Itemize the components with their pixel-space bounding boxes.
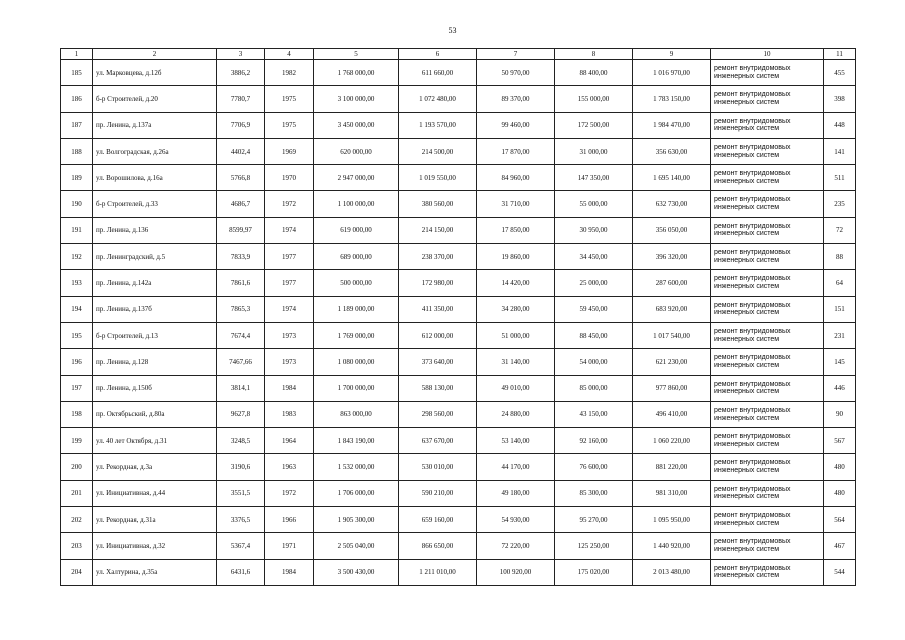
area-cell: 9627,8 <box>217 401 265 427</box>
area-cell: 7780,7 <box>217 86 265 112</box>
row-number-cell: 189 <box>61 165 93 191</box>
table-row <box>61 60 856 86</box>
address-cell: ул. Инициативная, д.32 <box>93 533 217 559</box>
work-type-cell: ремонт внутридомовых инженерных систем <box>711 428 824 454</box>
table-row <box>61 270 856 296</box>
residents-cell: 72 <box>824 217 856 243</box>
address-cell: ул. Рекордная, д.3а <box>93 454 217 480</box>
year-built-cell: 1974 <box>265 296 314 322</box>
column-header: 5 <box>314 49 399 60</box>
cost-part-3-cell: 43 150,00 <box>555 401 633 427</box>
total-cost-cell: 1 532 000,00 <box>314 454 399 480</box>
cost-part-3-cell: 30 950,00 <box>555 217 633 243</box>
cost-part-3-cell: 147 350,00 <box>555 165 633 191</box>
cost-part-4-cell: 683 920,00 <box>633 296 711 322</box>
table-row <box>61 401 856 427</box>
table-row <box>61 454 856 480</box>
row-number-cell: 204 <box>61 559 93 585</box>
year-built-cell: 1973 <box>265 349 314 375</box>
cost-part-3-cell: 88 450,00 <box>555 322 633 348</box>
total-cost-cell: 619 000,00 <box>314 217 399 243</box>
cost-part-4-cell: 977 860,00 <box>633 375 711 401</box>
address-cell: пр. Ленина, д.150б <box>93 375 217 401</box>
area-cell: 6431,6 <box>217 559 265 585</box>
work-type-cell: ремонт внутридомовых инженерных систем <box>711 165 824 191</box>
residents-cell: 151 <box>824 296 856 322</box>
address-cell: пр. Ленина, д.137а <box>93 112 217 138</box>
cost-part-3-cell: 76 600,00 <box>555 454 633 480</box>
cost-part-2-cell: 99 460,00 <box>477 112 555 138</box>
year-built-cell: 1984 <box>265 559 314 585</box>
work-type-cell: ремонт внутридомовых инженерных систем <box>711 322 824 348</box>
column-header: 11 <box>824 49 856 60</box>
cost-part-4-cell: 881 220,00 <box>633 454 711 480</box>
total-cost-cell: 1 189 000,00 <box>314 296 399 322</box>
year-built-cell: 1966 <box>265 507 314 533</box>
row-number-cell: 192 <box>61 244 93 270</box>
cost-part-1-cell: 214 150,00 <box>399 217 477 243</box>
cost-part-4-cell: 1 984 470,00 <box>633 112 711 138</box>
cost-part-2-cell: 31 140,00 <box>477 349 555 375</box>
address-cell: ул. 40 лет Октября, д.31 <box>93 428 217 454</box>
cost-part-1-cell: 1 193 570,00 <box>399 112 477 138</box>
area-cell: 8599,97 <box>217 217 265 243</box>
total-cost-cell: 1 100 000,00 <box>314 191 399 217</box>
cost-part-4-cell: 1 017 540,00 <box>633 322 711 348</box>
row-number-cell: 201 <box>61 480 93 506</box>
cost-part-3-cell: 59 450,00 <box>555 296 633 322</box>
cost-part-2-cell: 49 010,00 <box>477 375 555 401</box>
cost-part-4-cell: 1 095 950,00 <box>633 507 711 533</box>
table-row <box>61 191 856 217</box>
cost-part-2-cell: 84 960,00 <box>477 165 555 191</box>
cost-part-4-cell: 632 730,00 <box>633 191 711 217</box>
cost-part-2-cell: 14 420,00 <box>477 270 555 296</box>
column-header: 3 <box>217 49 265 60</box>
cost-part-1-cell: 588 130,00 <box>399 375 477 401</box>
repair-program-table <box>60 48 856 586</box>
cost-part-3-cell: 34 450,00 <box>555 244 633 270</box>
cost-part-4-cell: 396 320,00 <box>633 244 711 270</box>
area-cell: 3814,1 <box>217 375 265 401</box>
total-cost-cell: 689 000,00 <box>314 244 399 270</box>
area-cell: 3248,5 <box>217 428 265 454</box>
area-cell: 7833,9 <box>217 244 265 270</box>
row-number-cell: 193 <box>61 270 93 296</box>
cost-part-2-cell: 49 180,00 <box>477 480 555 506</box>
table-row <box>61 480 856 506</box>
row-number-cell: 185 <box>61 60 93 86</box>
area-cell: 4686,7 <box>217 191 265 217</box>
area-cell: 7861,6 <box>217 270 265 296</box>
residents-cell: 480 <box>824 454 856 480</box>
total-cost-cell: 1 706 000,00 <box>314 480 399 506</box>
area-cell: 7706,9 <box>217 112 265 138</box>
area-cell: 3886,2 <box>217 60 265 86</box>
cost-part-1-cell: 590 210,00 <box>399 480 477 506</box>
work-type-cell: ремонт внутридомовых инженерных систем <box>711 217 824 243</box>
column-header: 6 <box>399 49 477 60</box>
cost-part-4-cell: 1 016 970,00 <box>633 60 711 86</box>
cost-part-4-cell: 1 440 920,00 <box>633 533 711 559</box>
cost-part-1-cell: 238 370,00 <box>399 244 477 270</box>
total-cost-cell: 500 000,00 <box>314 270 399 296</box>
year-built-cell: 1973 <box>265 322 314 348</box>
residents-cell: 145 <box>824 349 856 375</box>
row-number-cell: 203 <box>61 533 93 559</box>
year-built-cell: 1971 <box>265 533 314 559</box>
year-built-cell: 1963 <box>265 454 314 480</box>
residents-cell: 544 <box>824 559 856 585</box>
page-number: 53 <box>448 26 457 35</box>
total-cost-cell: 1 700 000,00 <box>314 375 399 401</box>
cost-part-2-cell: 17 870,00 <box>477 138 555 164</box>
cost-part-3-cell: 85 000,00 <box>555 375 633 401</box>
cost-part-2-cell: 100 920,00 <box>477 559 555 585</box>
work-type-cell: ремонт внутридомовых инженерных систем <box>711 86 824 112</box>
cost-part-2-cell: 17 850,00 <box>477 217 555 243</box>
year-built-cell: 1975 <box>265 112 314 138</box>
address-cell: пр. Октябрьский, д.80а <box>93 401 217 427</box>
cost-part-2-cell: 51 000,00 <box>477 322 555 348</box>
work-type-cell: ремонт внутридомовых инженерных систем <box>711 533 824 559</box>
row-number-cell: 198 <box>61 401 93 427</box>
cost-part-1-cell: 411 350,00 <box>399 296 477 322</box>
year-built-cell: 1970 <box>265 165 314 191</box>
year-built-cell: 1974 <box>265 217 314 243</box>
residents-cell: 455 <box>824 60 856 86</box>
year-built-cell: 1977 <box>265 270 314 296</box>
cost-part-3-cell: 31 000,00 <box>555 138 633 164</box>
row-number-cell: 196 <box>61 349 93 375</box>
column-header: 7 <box>477 49 555 60</box>
table-row <box>61 428 856 454</box>
total-cost-cell: 1 080 000,00 <box>314 349 399 375</box>
total-cost-cell: 1 905 300,00 <box>314 507 399 533</box>
year-built-cell: 1977 <box>265 244 314 270</box>
row-number-cell: 194 <box>61 296 93 322</box>
work-type-cell: ремонт внутридомовых инженерных систем <box>711 296 824 322</box>
year-built-cell: 1964 <box>265 428 314 454</box>
cost-part-1-cell: 1 072 480,00 <box>399 86 477 112</box>
work-type-cell: ремонт внутридомовых инженерных систем <box>711 559 824 585</box>
row-number-cell: 199 <box>61 428 93 454</box>
cost-part-2-cell: 89 370,00 <box>477 86 555 112</box>
year-built-cell: 1969 <box>265 138 314 164</box>
cost-part-4-cell: 356 050,00 <box>633 217 711 243</box>
area-cell: 7674,4 <box>217 322 265 348</box>
cost-part-1-cell: 298 560,00 <box>399 401 477 427</box>
total-cost-cell: 3 450 000,00 <box>314 112 399 138</box>
cost-part-4-cell: 356 630,00 <box>633 138 711 164</box>
cost-part-4-cell: 1 783 150,00 <box>633 86 711 112</box>
table-row <box>61 322 856 348</box>
year-built-cell: 1975 <box>265 86 314 112</box>
row-number-cell: 197 <box>61 375 93 401</box>
row-number-cell: 187 <box>61 112 93 138</box>
cost-part-3-cell: 88 400,00 <box>555 60 633 86</box>
area-cell: 4402,4 <box>217 138 265 164</box>
cost-part-3-cell: 125 250,00 <box>555 533 633 559</box>
area-cell: 5367,4 <box>217 533 265 559</box>
address-cell: ул. Ворошилова, д.16а <box>93 165 217 191</box>
address-cell: пр. Ленина, д.142а <box>93 270 217 296</box>
residents-cell: 567 <box>824 428 856 454</box>
table-row <box>61 375 856 401</box>
cost-part-1-cell: 612 000,00 <box>399 322 477 348</box>
work-type-cell: ремонт внутридомовых инженерных систем <box>711 60 824 86</box>
address-cell: пр. Ленинградский, д.5 <box>93 244 217 270</box>
area-cell: 3376,5 <box>217 507 265 533</box>
area-cell: 3551,5 <box>217 480 265 506</box>
address-cell: б-р Строителей, д.33 <box>93 191 217 217</box>
residents-cell: 448 <box>824 112 856 138</box>
residents-cell: 88 <box>824 244 856 270</box>
cost-part-3-cell: 95 270,00 <box>555 507 633 533</box>
cost-part-4-cell: 1 695 140,00 <box>633 165 711 191</box>
column-number-row <box>61 49 856 60</box>
cost-part-2-cell: 44 170,00 <box>477 454 555 480</box>
area-cell: 3190,6 <box>217 454 265 480</box>
residents-cell: 141 <box>824 138 856 164</box>
cost-part-2-cell: 54 930,00 <box>477 507 555 533</box>
work-type-cell: ремонт внутридомовых инженерных систем <box>711 507 824 533</box>
cost-part-1-cell: 637 670,00 <box>399 428 477 454</box>
cost-part-1-cell: 611 660,00 <box>399 60 477 86</box>
cost-part-4-cell: 287 600,00 <box>633 270 711 296</box>
residents-cell: 467 <box>824 533 856 559</box>
table-row <box>61 165 856 191</box>
cost-part-1-cell: 659 160,00 <box>399 507 477 533</box>
address-cell: ул. Волгоградская, д.26а <box>93 138 217 164</box>
table-row <box>61 112 856 138</box>
cost-part-3-cell: 85 300,00 <box>555 480 633 506</box>
cost-part-1-cell: 1 019 550,00 <box>399 165 477 191</box>
address-cell: б-р Строителей, д.20 <box>93 86 217 112</box>
row-number-cell: 188 <box>61 138 93 164</box>
work-type-cell: ремонт внутридомовых инженерных систем <box>711 112 824 138</box>
residents-cell: 90 <box>824 401 856 427</box>
residents-cell: 231 <box>824 322 856 348</box>
address-cell: пр. Ленина, д.128 <box>93 349 217 375</box>
total-cost-cell: 1 768 000,00 <box>314 60 399 86</box>
cost-part-4-cell: 1 060 220,00 <box>633 428 711 454</box>
work-type-cell: ремонт внутридомовых инженерных систем <box>711 375 824 401</box>
table-row <box>61 217 856 243</box>
residents-cell: 64 <box>824 270 856 296</box>
cost-part-2-cell: 53 140,00 <box>477 428 555 454</box>
row-number-cell: 190 <box>61 191 93 217</box>
total-cost-cell: 3 100 000,00 <box>314 86 399 112</box>
residents-cell: 564 <box>824 507 856 533</box>
cost-part-3-cell: 172 500,00 <box>555 112 633 138</box>
cost-part-3-cell: 55 000,00 <box>555 191 633 217</box>
row-number-cell: 200 <box>61 454 93 480</box>
area-cell: 5766,8 <box>217 165 265 191</box>
work-type-cell: ремонт внутридомовых инженерных систем <box>711 244 824 270</box>
table-row <box>61 244 856 270</box>
residents-cell: 480 <box>824 480 856 506</box>
cost-part-3-cell: 92 160,00 <box>555 428 633 454</box>
cost-part-4-cell: 981 310,00 <box>633 480 711 506</box>
year-built-cell: 1972 <box>265 480 314 506</box>
work-type-cell: ремонт внутридомовых инженерных систем <box>711 349 824 375</box>
work-type-cell: ремонт внутридомовых инженерных систем <box>711 401 824 427</box>
table-body <box>61 60 856 586</box>
cost-part-1-cell: 373 640,00 <box>399 349 477 375</box>
residents-cell: 511 <box>824 165 856 191</box>
year-built-cell: 1983 <box>265 401 314 427</box>
year-built-cell: 1972 <box>265 191 314 217</box>
total-cost-cell: 3 500 430,00 <box>314 559 399 585</box>
work-type-cell: ремонт внутридомовых инженерных систем <box>711 480 824 506</box>
address-cell: ул. Инициативная, д.44 <box>93 480 217 506</box>
cost-part-1-cell: 1 211 010,00 <box>399 559 477 585</box>
table-row <box>61 86 856 112</box>
column-header: 4 <box>265 49 314 60</box>
residents-cell: 398 <box>824 86 856 112</box>
row-number-cell: 195 <box>61 322 93 348</box>
address-cell: б-р Строителей, д.13 <box>93 322 217 348</box>
address-cell: ул. Марковцева, д.12б <box>93 60 217 86</box>
total-cost-cell: 2 947 000,00 <box>314 165 399 191</box>
cost-part-1-cell: 172 980,00 <box>399 270 477 296</box>
column-header: 1 <box>61 49 93 60</box>
row-number-cell: 191 <box>61 217 93 243</box>
cost-part-2-cell: 50 970,00 <box>477 60 555 86</box>
cost-part-2-cell: 31 710,00 <box>477 191 555 217</box>
total-cost-cell: 2 505 040,00 <box>314 533 399 559</box>
total-cost-cell: 863 000,00 <box>314 401 399 427</box>
year-built-cell: 1984 <box>265 375 314 401</box>
cost-part-1-cell: 866 650,00 <box>399 533 477 559</box>
table-row <box>61 349 856 375</box>
total-cost-cell: 1 769 000,00 <box>314 322 399 348</box>
work-type-cell: ремонт внутридомовых инженерных систем <box>711 138 824 164</box>
cost-part-3-cell: 155 000,00 <box>555 86 633 112</box>
cost-part-1-cell: 380 560,00 <box>399 191 477 217</box>
column-header: 10 <box>711 49 824 60</box>
area-cell: 7467,66 <box>217 349 265 375</box>
cost-part-2-cell: 19 860,00 <box>477 244 555 270</box>
cost-part-3-cell: 25 000,00 <box>555 270 633 296</box>
address-cell: ул. Рекордная, д.31а <box>93 507 217 533</box>
total-cost-cell: 620 000,00 <box>314 138 399 164</box>
row-number-cell: 186 <box>61 86 93 112</box>
residents-cell: 235 <box>824 191 856 217</box>
total-cost-cell: 1 843 190,00 <box>314 428 399 454</box>
table-row <box>61 138 856 164</box>
column-header: 8 <box>555 49 633 60</box>
row-number-cell: 202 <box>61 507 93 533</box>
table-row <box>61 296 856 322</box>
column-header: 9 <box>633 49 711 60</box>
cost-part-2-cell: 34 280,00 <box>477 296 555 322</box>
cost-part-3-cell: 54 000,00 <box>555 349 633 375</box>
work-type-cell: ремонт внутридомовых инженерных систем <box>711 454 824 480</box>
table-row <box>61 507 856 533</box>
cost-part-2-cell: 24 880,00 <box>477 401 555 427</box>
cost-part-3-cell: 175 020,00 <box>555 559 633 585</box>
area-cell: 7865,3 <box>217 296 265 322</box>
cost-part-4-cell: 621 230,00 <box>633 349 711 375</box>
column-header: 2 <box>93 49 217 60</box>
work-type-cell: ремонт внутридомовых инженерных систем <box>711 270 824 296</box>
work-type-cell: ремонт внутридомовых инженерных систем <box>711 191 824 217</box>
cost-part-4-cell: 496 410,00 <box>633 401 711 427</box>
cost-part-1-cell: 530 010,00 <box>399 454 477 480</box>
address-cell: пр. Ленина, д.136 <box>93 217 217 243</box>
cost-part-4-cell: 2 013 480,00 <box>633 559 711 585</box>
table-row <box>61 533 856 559</box>
table-row <box>61 559 856 585</box>
cost-part-1-cell: 214 500,00 <box>399 138 477 164</box>
address-cell: ул. Халтурина, д.35а <box>93 559 217 585</box>
residents-cell: 446 <box>824 375 856 401</box>
address-cell: пр. Ленина, д.137б <box>93 296 217 322</box>
year-built-cell: 1982 <box>265 60 314 86</box>
cost-part-2-cell: 72 220,00 <box>477 533 555 559</box>
